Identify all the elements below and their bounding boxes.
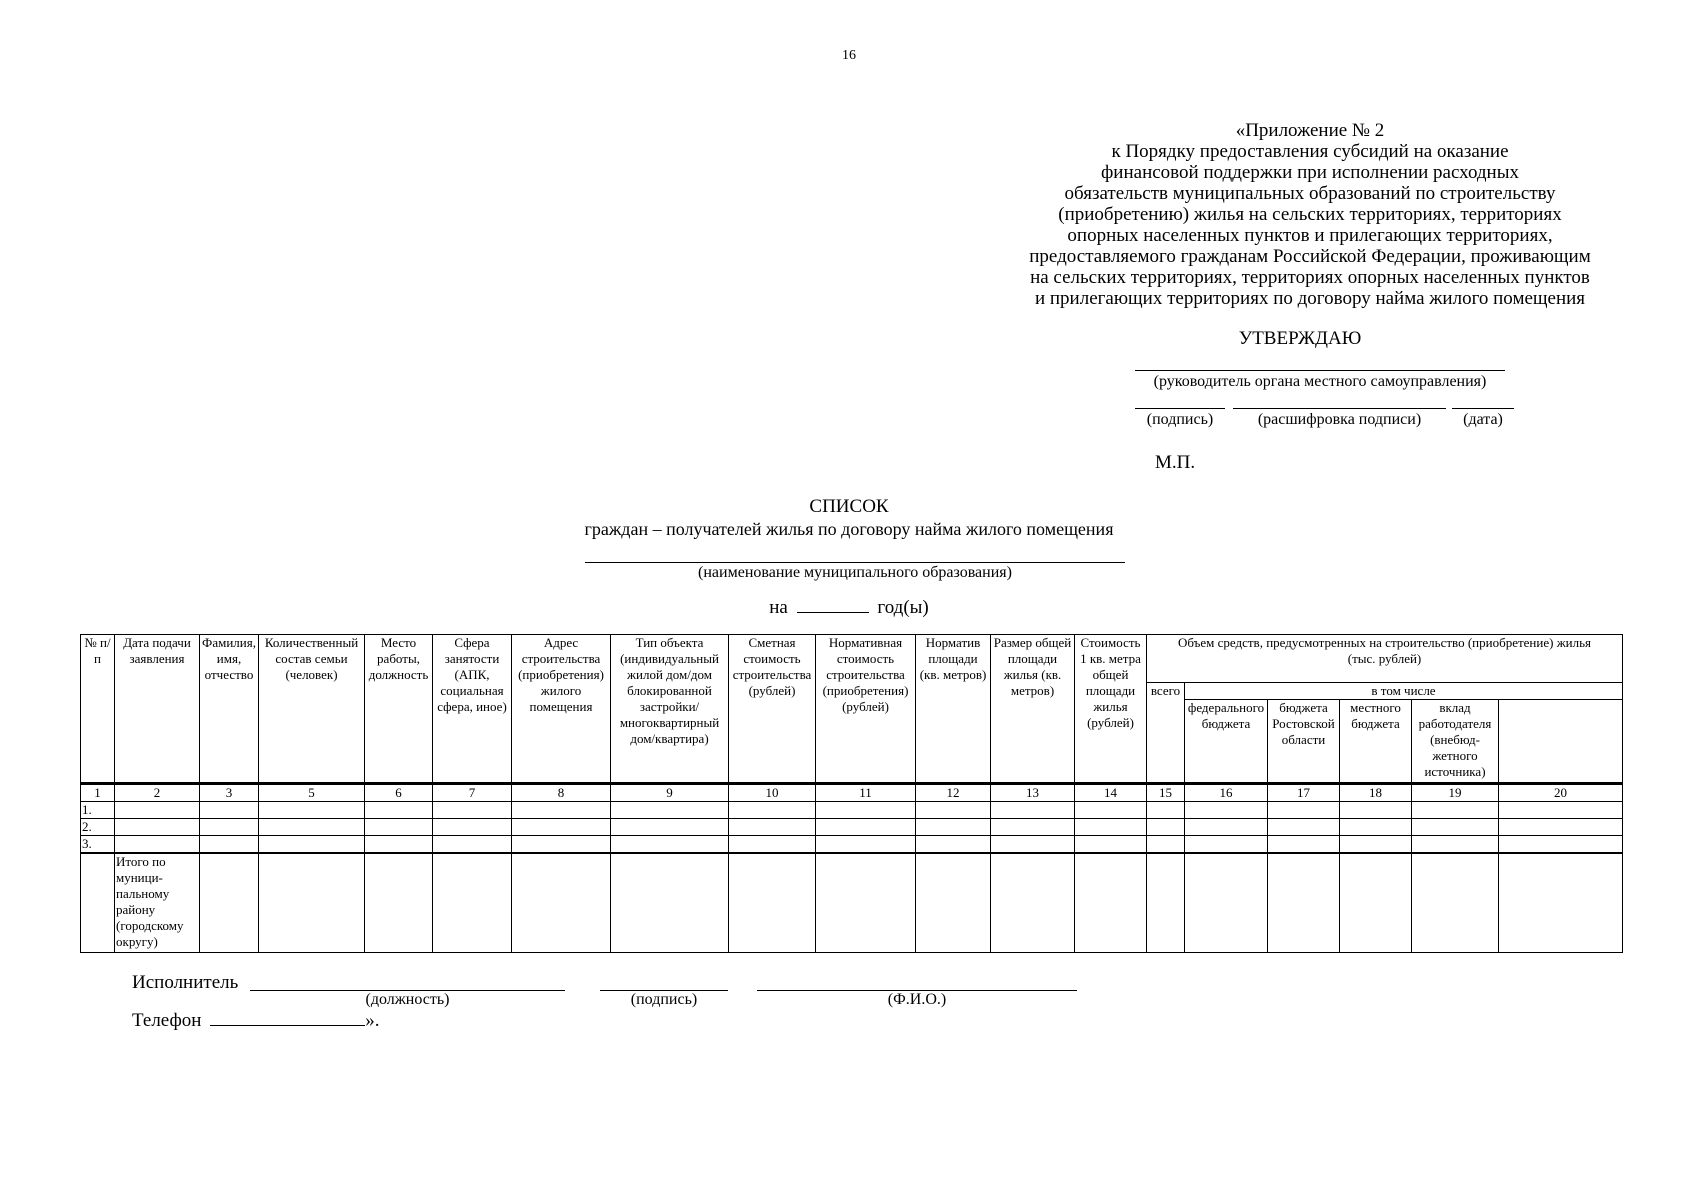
appendix-line: финансовой поддержки при исполнении расходных [1101,162,1519,183]
header-sqm-cost: Стоимость 1 кв. метра общей площади жилья (рублей) [1075,635,1147,784]
header-area: Размер общей площади жилья (кв. метров) [991,635,1075,784]
executor-signature-caption: (подпись) [630,991,698,1008]
header-funds-employer: вклад работодателя (внебюд- жетного источника) [1412,700,1499,784]
column-number-row [81,784,1623,802]
column-number: 15 [1147,784,1185,802]
header-object-type: Тип объекта (индивидуальный жилой дом/дом блокированной застройки/ многоквартирный дом/квартира) [611,635,729,784]
column-number: 1 [81,784,115,802]
column-number: 19 [1412,784,1499,802]
header-estimate: Сметная стоимость строительства (рублей) [729,635,816,784]
header-funds-group: Объем средств, предусмотренных на строительство (приобретение) жилья (тыс. рублей) [1147,635,1623,683]
appendix-line: к Порядку предоставления субсидий на оказание [1111,141,1509,162]
appendix-line: на сельских территориях, территориях опорных населенных пунктов [1030,267,1590,288]
header-no: № п/п [81,635,115,784]
recipients-table [80,634,1623,953]
column-number: 20 [1499,784,1623,802]
phone-line [132,1010,379,1032]
signature-line [1135,408,1225,409]
appendix-line: «Приложение № 2 [1235,120,1385,141]
table-row [81,819,1623,836]
column-number: 8 [512,784,611,802]
header-work: Место работы, должность [365,635,433,784]
executor-label: Исполнитель [132,972,239,993]
table-row [81,802,1623,819]
year-suffix: год(ы) [877,597,929,618]
head-caption: (руководитель органа местного самоуправления) [1153,373,1487,390]
list-subtitle: граждан – получателей жилья по договору найма жилого помещения [584,519,1114,539]
column-number: 18 [1340,784,1412,802]
approval-heading: УТВЕРЖДАЮ [1238,328,1362,349]
column-number: 3 [200,784,259,802]
list-title-block [0,496,1698,540]
appendix-line: обязательств муниципальных образований по строительству [1064,183,1556,204]
appendix-line: и прилегающих территориях по договору найма жилого помещения [1034,288,1586,309]
column-number: 11 [816,784,916,802]
year-blank [797,612,869,613]
position-caption: (должность) [365,991,450,1008]
header-sphere: Сфера занятости (АПК, социальная сфера, иное) [433,635,512,784]
list-title: СПИСОК [809,496,889,517]
appendix-line: предоставляемого гражданам Российской Федерации, проживающим [1029,246,1591,267]
head-signature-line [1135,370,1505,371]
header-name: Фамилия, имя, отчество [200,635,259,784]
appendix-line: (приобретению) жилья на сельских территориях, территориях [1058,204,1562,225]
column-number: 5 [259,784,365,802]
column-number: 9 [611,784,729,802]
signature-caption: (подпись) [1146,411,1214,428]
date-line [1452,408,1514,409]
header-date: Дата подачи заявления [115,635,200,784]
municipality-caption: (наименование муниципального образования) [698,564,1012,581]
column-number: 10 [729,784,816,802]
decoding-caption: (расшифровка подписи) [1257,411,1422,428]
header-family: Количественный состав семьи (человек) [259,635,365,784]
row-number: 2. [81,819,115,836]
appendix-header [990,120,1630,309]
column-number: 12 [916,784,991,802]
row-number: 3. [81,836,115,854]
total-label: Итого по муници- пальному району (городскому округу) [115,853,200,953]
header-funds-including: в том числе [1185,683,1623,700]
header-funds-federal: федерального бюджета [1185,700,1268,784]
header-norm-area: Норматив площади (кв. метров) [916,635,991,784]
header-funds-total: всего [1147,683,1185,784]
row-number: 1. [81,802,115,819]
column-number: 17 [1268,784,1340,802]
year-prefix: на [769,597,788,618]
column-number: 16 [1185,784,1268,802]
table-row [81,836,1623,854]
phone-suffix: ». [365,1010,380,1031]
header-norm-cost: Нормативная стоимость строительства (приобретения) (рублей) [816,635,916,784]
column-number: 14 [1075,784,1147,802]
phone-blank [210,1025,365,1026]
date-caption: (дата) [1463,411,1503,428]
column-number: 2 [115,784,200,802]
phone-label: Телефон [132,1010,202,1031]
header-funds-regional: бюджета Ростовской области [1268,700,1340,784]
stamp-placeholder: М.П. [1155,452,1196,473]
appendix-line: опорных населенных пунктов и прилегающих территориях, [1067,225,1553,246]
year-line [0,597,1698,619]
total-row [81,853,1623,953]
header-address: Адрес строительства (приобретения) жилого помещения [512,635,611,784]
column-number: 7 [433,784,512,802]
header-funds-local: местного бюджета [1340,700,1412,784]
municipality-line [585,562,1125,563]
decoding-line [1233,408,1446,409]
column-number: 13 [991,784,1075,802]
column-number: 6 [365,784,433,802]
fio-caption: (Ф.И.О.) [887,991,947,1008]
page-number: 16 [842,48,856,63]
